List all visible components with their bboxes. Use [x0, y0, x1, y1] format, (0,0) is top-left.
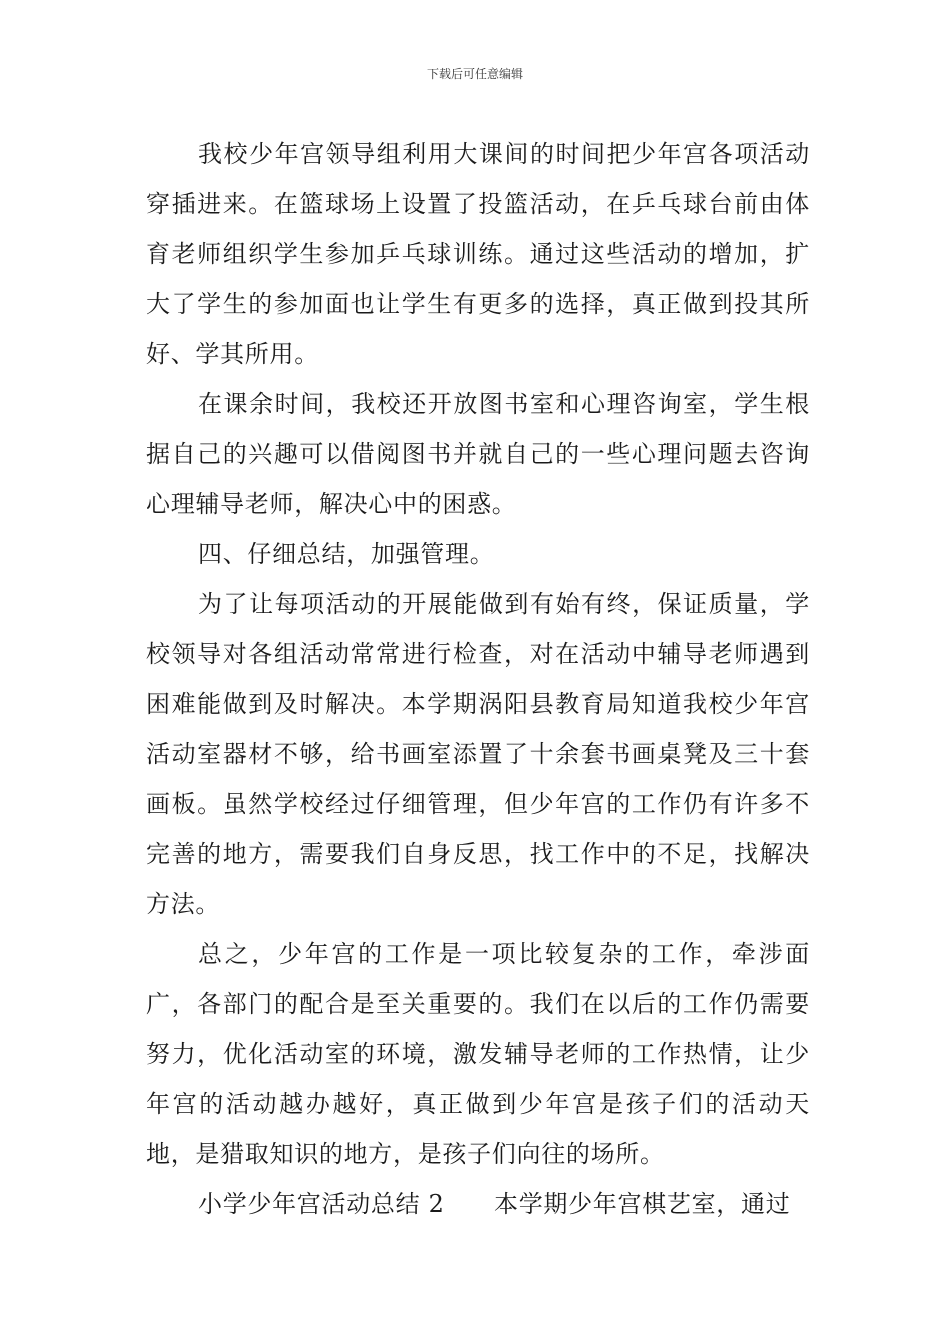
paragraph-conclusion: 总之，少年宫的工作是一项比较复杂的工作，牵涉面广，各部门的配合是至关重要的。我们在以后的工作仍需要努力，优化活动室的环境，激发辅导老师的工作热情，让少年宫的活动越办越好，真正做到少年宫是孩子们的活动天地，是猎取知识的地方，是孩子们向往的场所。 [146, 940, 810, 1168]
paragraph-activities-recess: 我校少年宫领导组利用大课间的时间把少年宫各项活动穿插进来。在篮球场上设置了投篮活动，在乒乓球台前由体育老师组织学生参加乒乓球训练。通过这些活动的增加，扩大了学生的参加面也让学生有更多的选择，真正做到投其所好、学其所用。 [146, 140, 810, 368]
paragraph-management-inspection: 为了让每项活动的开展能做到有始有终，保证质量，学校领导对各组活动常常进行检查，对在活动中辅导老师遇到困难能做到及时解决。本学期涡阳县教育局知道我校少年宫活动室器材不够，给书画室添置了十余套书画桌凳及三十套画板。虽然学校经过仔细管理，但少年宫的工作仍有许多不完善的地方，需要我们自身反思，找工作中的不足，找解决方法。 [146, 590, 810, 918]
download-note: 下载后可任意编辑 [426, 67, 523, 81]
paragraph-library-counseling: 在课余时间，我校还开放图书室和心理咨询室，学生根据自己的兴趣可以借阅图书并就自己的一些心理问题去咨询心理辅导老师，解决心中的困惑。 [146, 390, 810, 518]
document-body [146, 129, 810, 1229]
section-heading-summary-management: 四、仔细总结，加强管理。 [198, 540, 495, 568]
paragraph-summary-2-start: 小学少年宫活动总结 2 本学期少年宫棋艺室，通过 [198, 1190, 791, 1218]
